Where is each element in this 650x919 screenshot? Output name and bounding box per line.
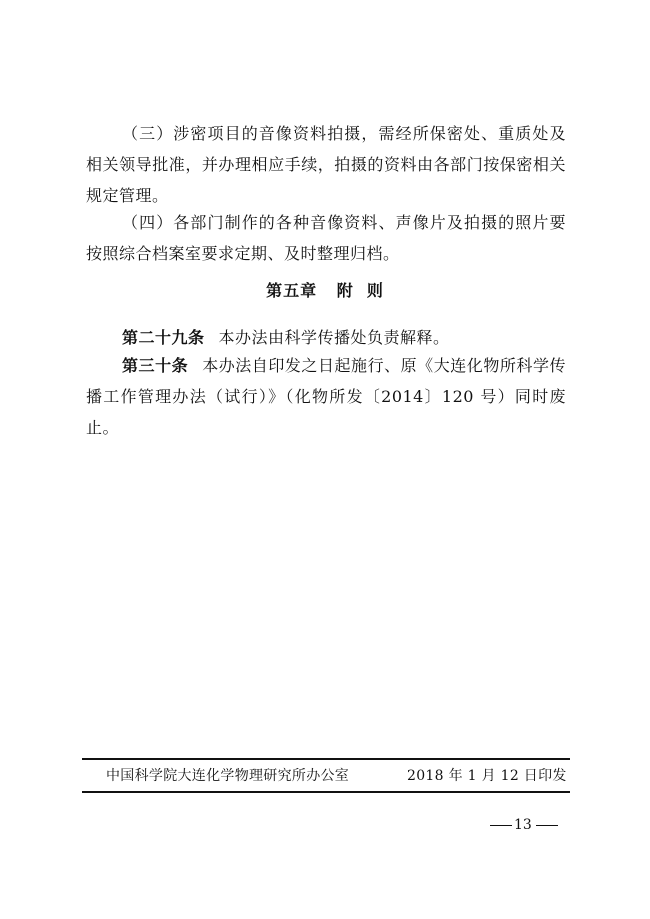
issuer-office: 中国科学院大连化学物理研究所办公室 xyxy=(106,768,350,784)
article-text: 本办法自印发之日起施行、原《大连化物所科学传播工作管理办法（试行）》（化物所发〔2014〕120 号）同时废止。 xyxy=(86,356,566,437)
body-paragraph-4 xyxy=(86,207,566,269)
page-number xyxy=(490,817,558,833)
article-29 xyxy=(86,322,566,353)
footer-top-rule xyxy=(82,758,570,760)
dash-left xyxy=(490,825,512,826)
article-text: 本办法由科学传播处负责解释。 xyxy=(218,328,450,347)
issue-date: 2018 年 1 月 12 日印发 xyxy=(407,768,567,784)
dash-right xyxy=(536,825,558,826)
chapter-heading: 第五章 附 则 xyxy=(266,281,384,300)
article-title: 第三十条 xyxy=(122,356,189,375)
page-number-value: 13 xyxy=(514,817,532,833)
footer-bottom-rule xyxy=(82,791,570,793)
paragraph-text: （四）各部门制作的各种音像资料、声像片及拍摄的照片要按照综合档案室要求定期、及时整理归档。 xyxy=(86,213,566,263)
article-title: 第二十九条 xyxy=(122,328,205,347)
article-30 xyxy=(86,350,566,443)
body-paragraph-3 xyxy=(86,118,566,211)
paragraph-text: （三）涉密项目的音像资料拍摄，需经所保密处、重质处及相关领导批准，并办理相应手续，拍摄的资料由各部门按保密相关规定管理。 xyxy=(86,124,566,205)
